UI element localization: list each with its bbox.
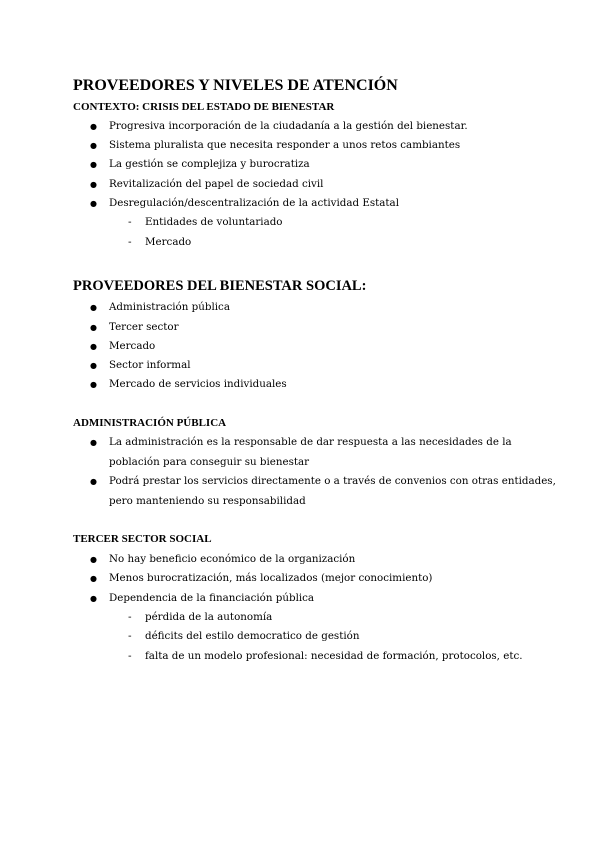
list-item: Menos burocratización, más localizados (mejor conocimiento) xyxy=(109,572,433,584)
bullet-icon: ● xyxy=(90,199,97,208)
sub-list-item: Entidades de voluntariado xyxy=(145,216,283,228)
dash-icon: - xyxy=(128,217,132,228)
section-heading-contexto: CONTEXTO: CRISIS DEL ESTADO DE BIENESTAR xyxy=(73,101,335,113)
section-heading-administracion: ADMINISTRACIÓN PÚBLICA xyxy=(73,417,227,429)
sub-list-item: Mercado xyxy=(145,236,192,248)
list-item-line: Podrá prestar los servicios directamente o a través de convenios con otras entidades, xyxy=(109,475,556,487)
list-item: Administración pública xyxy=(109,301,230,313)
list-item-line: La administración es la responsable de dar respuesta a las necesidades de la xyxy=(109,436,512,448)
dash-icon: - xyxy=(128,631,132,642)
bullet-icon: ● xyxy=(90,342,97,351)
bullet-icon: ● xyxy=(90,477,97,486)
bullet-icon: ● xyxy=(90,323,97,332)
list-item: No hay beneficio económico de la organización xyxy=(109,553,356,565)
sub-list-item: falta de un modelo profesional: necesidad de formación, protocolos, etc. xyxy=(145,650,523,662)
list-item: Sistema pluralista que necesita responder a unos retos cambiantes xyxy=(109,139,461,151)
list-item: Dependencia de la financiación pública xyxy=(109,592,315,604)
bullet-icon: ● xyxy=(90,122,97,131)
list-item: Revitalización del papel de sociedad civil xyxy=(109,178,324,190)
list-item-line: pero manteniendo su responsabilidad xyxy=(109,495,306,507)
list-item: Tercer sector xyxy=(109,321,179,333)
dash-icon: - xyxy=(128,612,132,623)
list-item: Progresiva incorporación de la ciudadanía a la gestión del bienestar. xyxy=(109,120,468,132)
sub-list-item: déficits del estilo democratico de gestión xyxy=(145,630,360,642)
bullet-icon: ● xyxy=(90,361,97,370)
section-heading-proveedores: PROVEEDORES DEL BIENESTAR SOCIAL: xyxy=(73,278,367,294)
dash-icon: - xyxy=(128,651,132,662)
list-item-line: población para conseguir su bienestar xyxy=(109,456,310,468)
bullet-icon: ● xyxy=(90,594,97,603)
dash-icon: - xyxy=(128,237,132,248)
bullet-icon: ● xyxy=(90,555,97,564)
bullet-icon: ● xyxy=(90,141,97,150)
sub-list-item: pérdida de la autonomía xyxy=(145,611,273,623)
bullet-icon: ● xyxy=(90,303,97,312)
bullet-icon: ● xyxy=(90,574,97,583)
list-item: Mercado de servicios individuales xyxy=(109,378,287,390)
list-item: La gestión se complejiza y burocratiza xyxy=(109,158,310,170)
bullet-icon: ● xyxy=(90,380,97,389)
list-item: Desregulación/descentralización de la actividad Estatal xyxy=(109,197,399,209)
bullet-icon: ● xyxy=(90,180,97,189)
bullet-icon: ● xyxy=(90,438,97,447)
section-heading-tercer-sector: TERCER SECTOR SOCIAL xyxy=(73,533,212,545)
page-title: PROVEEDORES Y NIVELES DE ATENCIÓN xyxy=(73,77,398,94)
list-item: Mercado xyxy=(109,340,156,352)
list-item: Sector informal xyxy=(109,359,191,371)
bullet-icon: ● xyxy=(90,160,97,169)
